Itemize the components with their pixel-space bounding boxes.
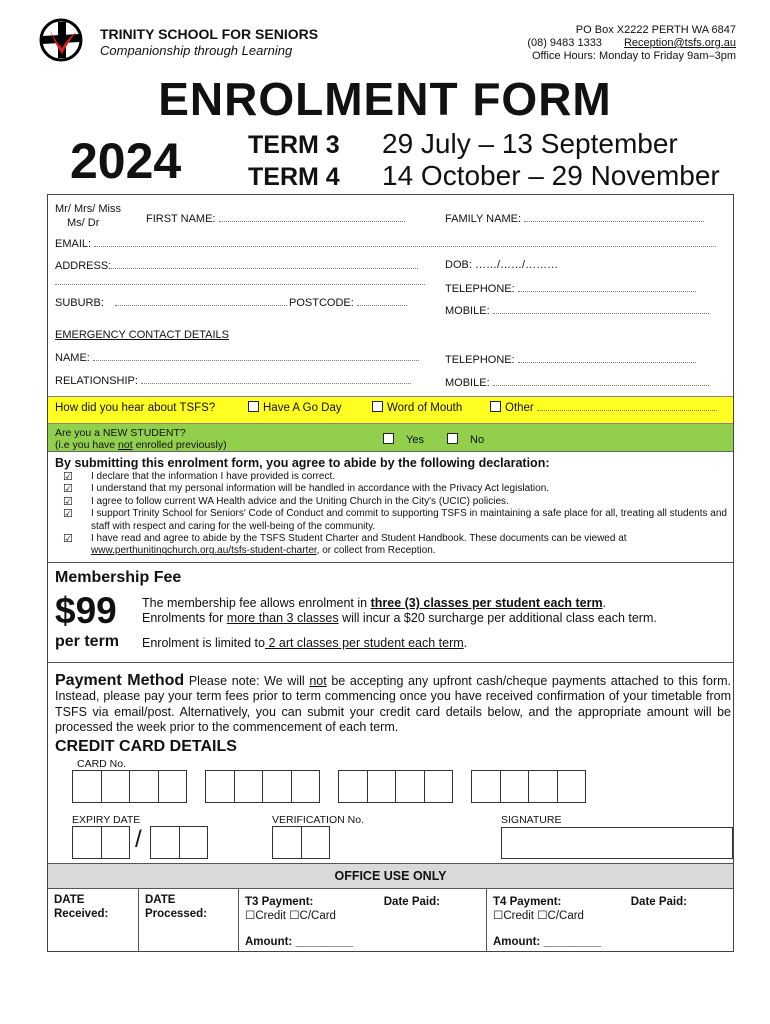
option-other[interactable] [490,401,717,414]
emergency-telephone-field[interactable] [445,353,696,366]
term-4-label: TERM 4 [248,163,340,191]
expiry-digit-box[interactable] [150,826,180,859]
t3-ccard-option[interactable]: ☐C/Card [289,910,336,922]
check-icon: ☑ [63,533,73,546]
telephone-line[interactable] [518,282,696,292]
declaration-title: By submitting this enrolment form, you agree to abide by the following declaration: [55,456,550,470]
school-name: TRINITY SCHOOL FOR SENIORS [100,26,319,42]
t4-credit-option[interactable]: ☐Credit [493,910,534,922]
date-received-label-2: Received: [54,908,109,920]
new-student-question-text: Are you a NEW STUDENT? [55,427,186,439]
card-digit-box[interactable] [338,770,368,803]
t4-amount-label: Amount: _________ [493,936,602,948]
payment-text-pre: Please note: We will [184,674,310,688]
card-digits-group-4[interactable] [471,770,585,803]
expiry-digit-box[interactable] [101,826,131,859]
telephone-label: TELEPHONE: [445,283,515,295]
expiry-digit-box[interactable] [179,826,209,859]
checkbox-word-of-mouth[interactable] [372,401,383,412]
t4-payment-label: T4 Payment: [493,896,562,908]
checkbox-have-a-go-day[interactable] [248,401,259,412]
card-digit-box[interactable] [367,770,397,803]
email-field[interactable] [55,237,716,250]
option-no[interactable] [447,433,484,446]
address-line[interactable] [111,259,418,269]
declaration-text: I support Trinity School for Seniors' Code of Conduct and commit to supporting TSFS in maintaining a safe place for all, treating all students and staff with respect and caring for the well-being of the community. [91,508,727,532]
emergency-name-label: NAME: [55,352,90,364]
card-digit-box[interactable] [158,770,188,803]
card-digit-box[interactable] [557,770,587,803]
credit-card-title: CREDIT CARD DETAILS [55,738,237,755]
payment-title: Payment Method [55,672,185,689]
card-digits-group-3[interactable] [338,770,452,803]
line2-post: will incur a $20 surcharge per additional class each term. [338,611,657,625]
note-post: enrolled previously) [132,439,227,451]
relationship-field[interactable] [55,374,411,387]
date-processed-label: DATE [145,894,176,906]
card-digit-box[interactable] [291,770,321,803]
section-divider [48,662,733,663]
term-4-dates: 14 October – 29 November [382,160,720,191]
line3-post: . [463,636,468,650]
card-digit-box[interactable] [500,770,530,803]
emergency-telephone-label: TELEPHONE: [445,354,515,366]
form-title: ENROLMENT FORM [158,73,612,125]
new-student-question [55,427,227,451]
postal-address: PO Box X2222 PERTH WA 6847 [575,24,736,36]
card-digit-box[interactable] [528,770,558,803]
checkbox-yes[interactable] [383,433,394,444]
new-student-note [55,439,227,451]
declaration-item [55,508,731,533]
payment-text-post: be accepting any upfront cash/cheque payments attached to this form. Instead, please pay your term fees prior to term commencing once you have received confirmation of your timetable from TSFS via email/post. Alternatively, you can submit your credit card details below, and the appropriate amount will be processed the week prior to the commencement of each term. [55,674,731,735]
emergency-heading: EMERGENCY CONTACT DETAILS [55,329,229,341]
relationship-line[interactable] [141,374,411,384]
t3-amount-label: Amount: _________ [245,936,354,948]
date-received-cell [48,889,139,951]
first-name-label: FIRST NAME: [146,213,216,225]
suburb-label: SUBURB: [55,297,104,309]
card-digit-box[interactable] [101,770,131,803]
mobile-line[interactable] [493,304,709,314]
email-line[interactable] [94,237,716,247]
payment-text-not: not [309,674,327,688]
signature-label: SIGNATURE [501,814,562,826]
membership-price: $99 [55,590,117,631]
emergency-name-line[interactable] [93,351,419,361]
declaration-text: I declare that the information I have provided is correct. [91,471,336,482]
section-divider [48,562,733,563]
t4-ccard-label: C/Card [547,910,584,922]
expiry-digit-box[interactable] [72,826,102,859]
card-digit-box[interactable] [424,770,454,803]
check-icon: ☑ [63,471,73,483]
t3-date-paid-label: Date Paid: [383,896,440,908]
postcode-field[interactable] [289,296,407,309]
family-name-field[interactable] [445,212,704,225]
form-year: 2024 [70,133,182,189]
card-digit-box[interactable] [234,770,264,803]
dob-label: DOB: [445,259,472,271]
t4-credit-label: Credit [503,910,534,922]
suburb-line[interactable] [115,296,287,306]
declaration-item [55,471,731,483]
declaration-text-5: I have read and agree to abide by the TSFS Student Charter and Student Handbook. These documents can be viewed at [91,533,627,545]
line1-post: . [602,596,607,610]
card-digit-box[interactable] [471,770,501,803]
line3-underline: 2 art classes per student each term [264,636,464,650]
mobile-field[interactable] [445,304,709,317]
check-icon: ☑ [63,508,73,521]
verification-digit-box[interactable] [272,826,302,859]
line2-pre: Enrolments for [142,611,227,625]
date-received-label: DATE [54,894,85,906]
phone-number: (08) 9483 1333 [527,37,602,49]
office-use-heading: OFFICE USE ONLY [48,863,733,889]
first-name-line[interactable] [219,212,405,222]
title-options-line2: Ms/ Dr [67,217,100,229]
contact-info [527,24,736,63]
term-3-label: TERM 3 [248,131,340,159]
card-no-label: CARD No. [77,758,127,770]
mobile-label: MOBILE: [445,305,490,317]
hear-about-question: How did you hear about TSFS? [55,402,216,414]
card-digit-box[interactable] [395,770,425,803]
school-logo [36,16,86,62]
declaration-text: I understand that my personal information will be handled in accordance with the Privacy Act legislation. [91,483,550,495]
expiry-separator: / [135,826,142,853]
verification-digit-box[interactable] [301,826,331,859]
declaration-item [55,496,731,508]
declaration-text [91,533,731,558]
address-line-2-dots[interactable] [55,275,425,285]
telephone-field[interactable] [445,282,696,295]
line3-pre: Enrolment is limited to [142,636,265,650]
expiry-month-boxes[interactable] [72,826,129,859]
term-3-dates: 29 July – 13 September [382,128,678,159]
relationship-label: RELATIONSHIP: [55,375,138,387]
note-pre: (i.e you have [55,439,119,451]
line2-underline: more than 3 classes [226,611,339,625]
t4-date-paid-label: Date Paid: [630,896,687,908]
dob-format: ……/……/……… [474,259,559,271]
address-field[interactable] [55,259,418,272]
t3-payment-cell [239,889,487,951]
declaration-item [55,483,731,495]
other-line[interactable] [537,401,717,411]
card-digit-box[interactable] [72,770,102,803]
expiry-year-boxes[interactable] [150,826,207,859]
emergency-mobile-line[interactable] [493,376,709,386]
declaration-list [55,471,731,558]
family-name-line[interactable] [524,212,704,222]
card-digits-group-2[interactable] [205,770,319,803]
term-4-row [248,160,720,192]
t3-credit-option[interactable]: ☐Credit [245,910,286,922]
t3-credit-label: Credit [255,910,286,922]
card-digit-box[interactable] [205,770,235,803]
emergency-mobile-label: MOBILE: [445,377,490,389]
check-icon: ☑ [63,495,73,508]
declaration-item [55,533,731,558]
line1-bold: three (3) classes per student each term [370,596,603,610]
t3-payment-label: T3 Payment: [245,896,314,908]
t4-ccard-option[interactable]: ☐C/Card [537,910,584,922]
postcode-label: POSTCODE: [289,297,354,309]
option-have-a-go-day[interactable] [248,401,342,414]
date-processed-label-2: Processed: [145,908,208,920]
family-name-label: FAMILY NAME: [445,213,522,225]
address-label: ADDRESS: [55,260,112,272]
school-tagline: Companionship through Learning [100,43,293,58]
note-not: not [118,439,133,451]
have-a-go-day-label: Have A Go Day [263,402,342,414]
membership-line-1 [142,596,606,611]
first-name-field[interactable] [146,212,405,225]
emergency-name-field[interactable] [55,351,419,364]
declaration-text: I agree to follow current WA Health advice and the Uniting Church in the City's (UCIC) policies. [91,495,509,507]
charter-link[interactable]: www.perthunitingchurch.org.au/tsfs-student-charter [91,545,317,557]
email-link[interactable]: Reception@tsfs.org.au [623,37,736,49]
option-word-of-mouth[interactable] [372,401,462,414]
no-label: No [470,434,485,446]
signature-box[interactable] [501,827,733,859]
line1-pre: The membership fee allows enrolment in [142,596,371,610]
card-digits-group-1[interactable] [72,770,186,803]
word-of-mouth-label: Word of Mouth [387,402,463,414]
per-term-label: per term [55,633,120,650]
card-digit-box[interactable] [262,770,292,803]
membership-line-2 [142,611,657,626]
other-label: Other [505,402,534,414]
term-3-row [248,128,678,160]
check-icon: ☑ [63,483,73,496]
title-options-line1: Mr/ Mrs/ Miss [55,203,121,215]
charter-link-suffix: , or collect from Reception. [316,545,436,557]
address-line-2[interactable] [55,275,425,288]
emergency-telephone-line[interactable] [518,353,696,363]
postcode-line[interactable] [357,296,407,306]
dob-field[interactable] [445,259,558,271]
checkbox-other[interactable] [490,401,501,412]
verification-boxes[interactable] [272,826,329,859]
payment-method [55,673,731,736]
verification-label: VERIFICATION No. [272,814,364,826]
membership-title: Membership Fee [55,569,182,586]
date-processed-cell [139,889,239,951]
card-digit-box[interactable] [129,770,159,803]
membership-line-3 [142,636,467,651]
title-options [55,202,121,230]
checkbox-no[interactable] [447,433,458,444]
email-label: EMAIL: [55,238,92,250]
yes-label: Yes [406,434,424,446]
t3-ccard-label: C/Card [299,910,336,922]
expiry-date-label: EXPIRY DATE [72,814,141,826]
t4-payment-cell [487,889,733,951]
suburb-field[interactable] [55,296,287,309]
option-yes[interactable] [383,433,424,446]
emergency-mobile-field[interactable] [445,376,709,389]
office-hours: Office Hours: Monday to Friday 9am–3pm [532,50,736,62]
